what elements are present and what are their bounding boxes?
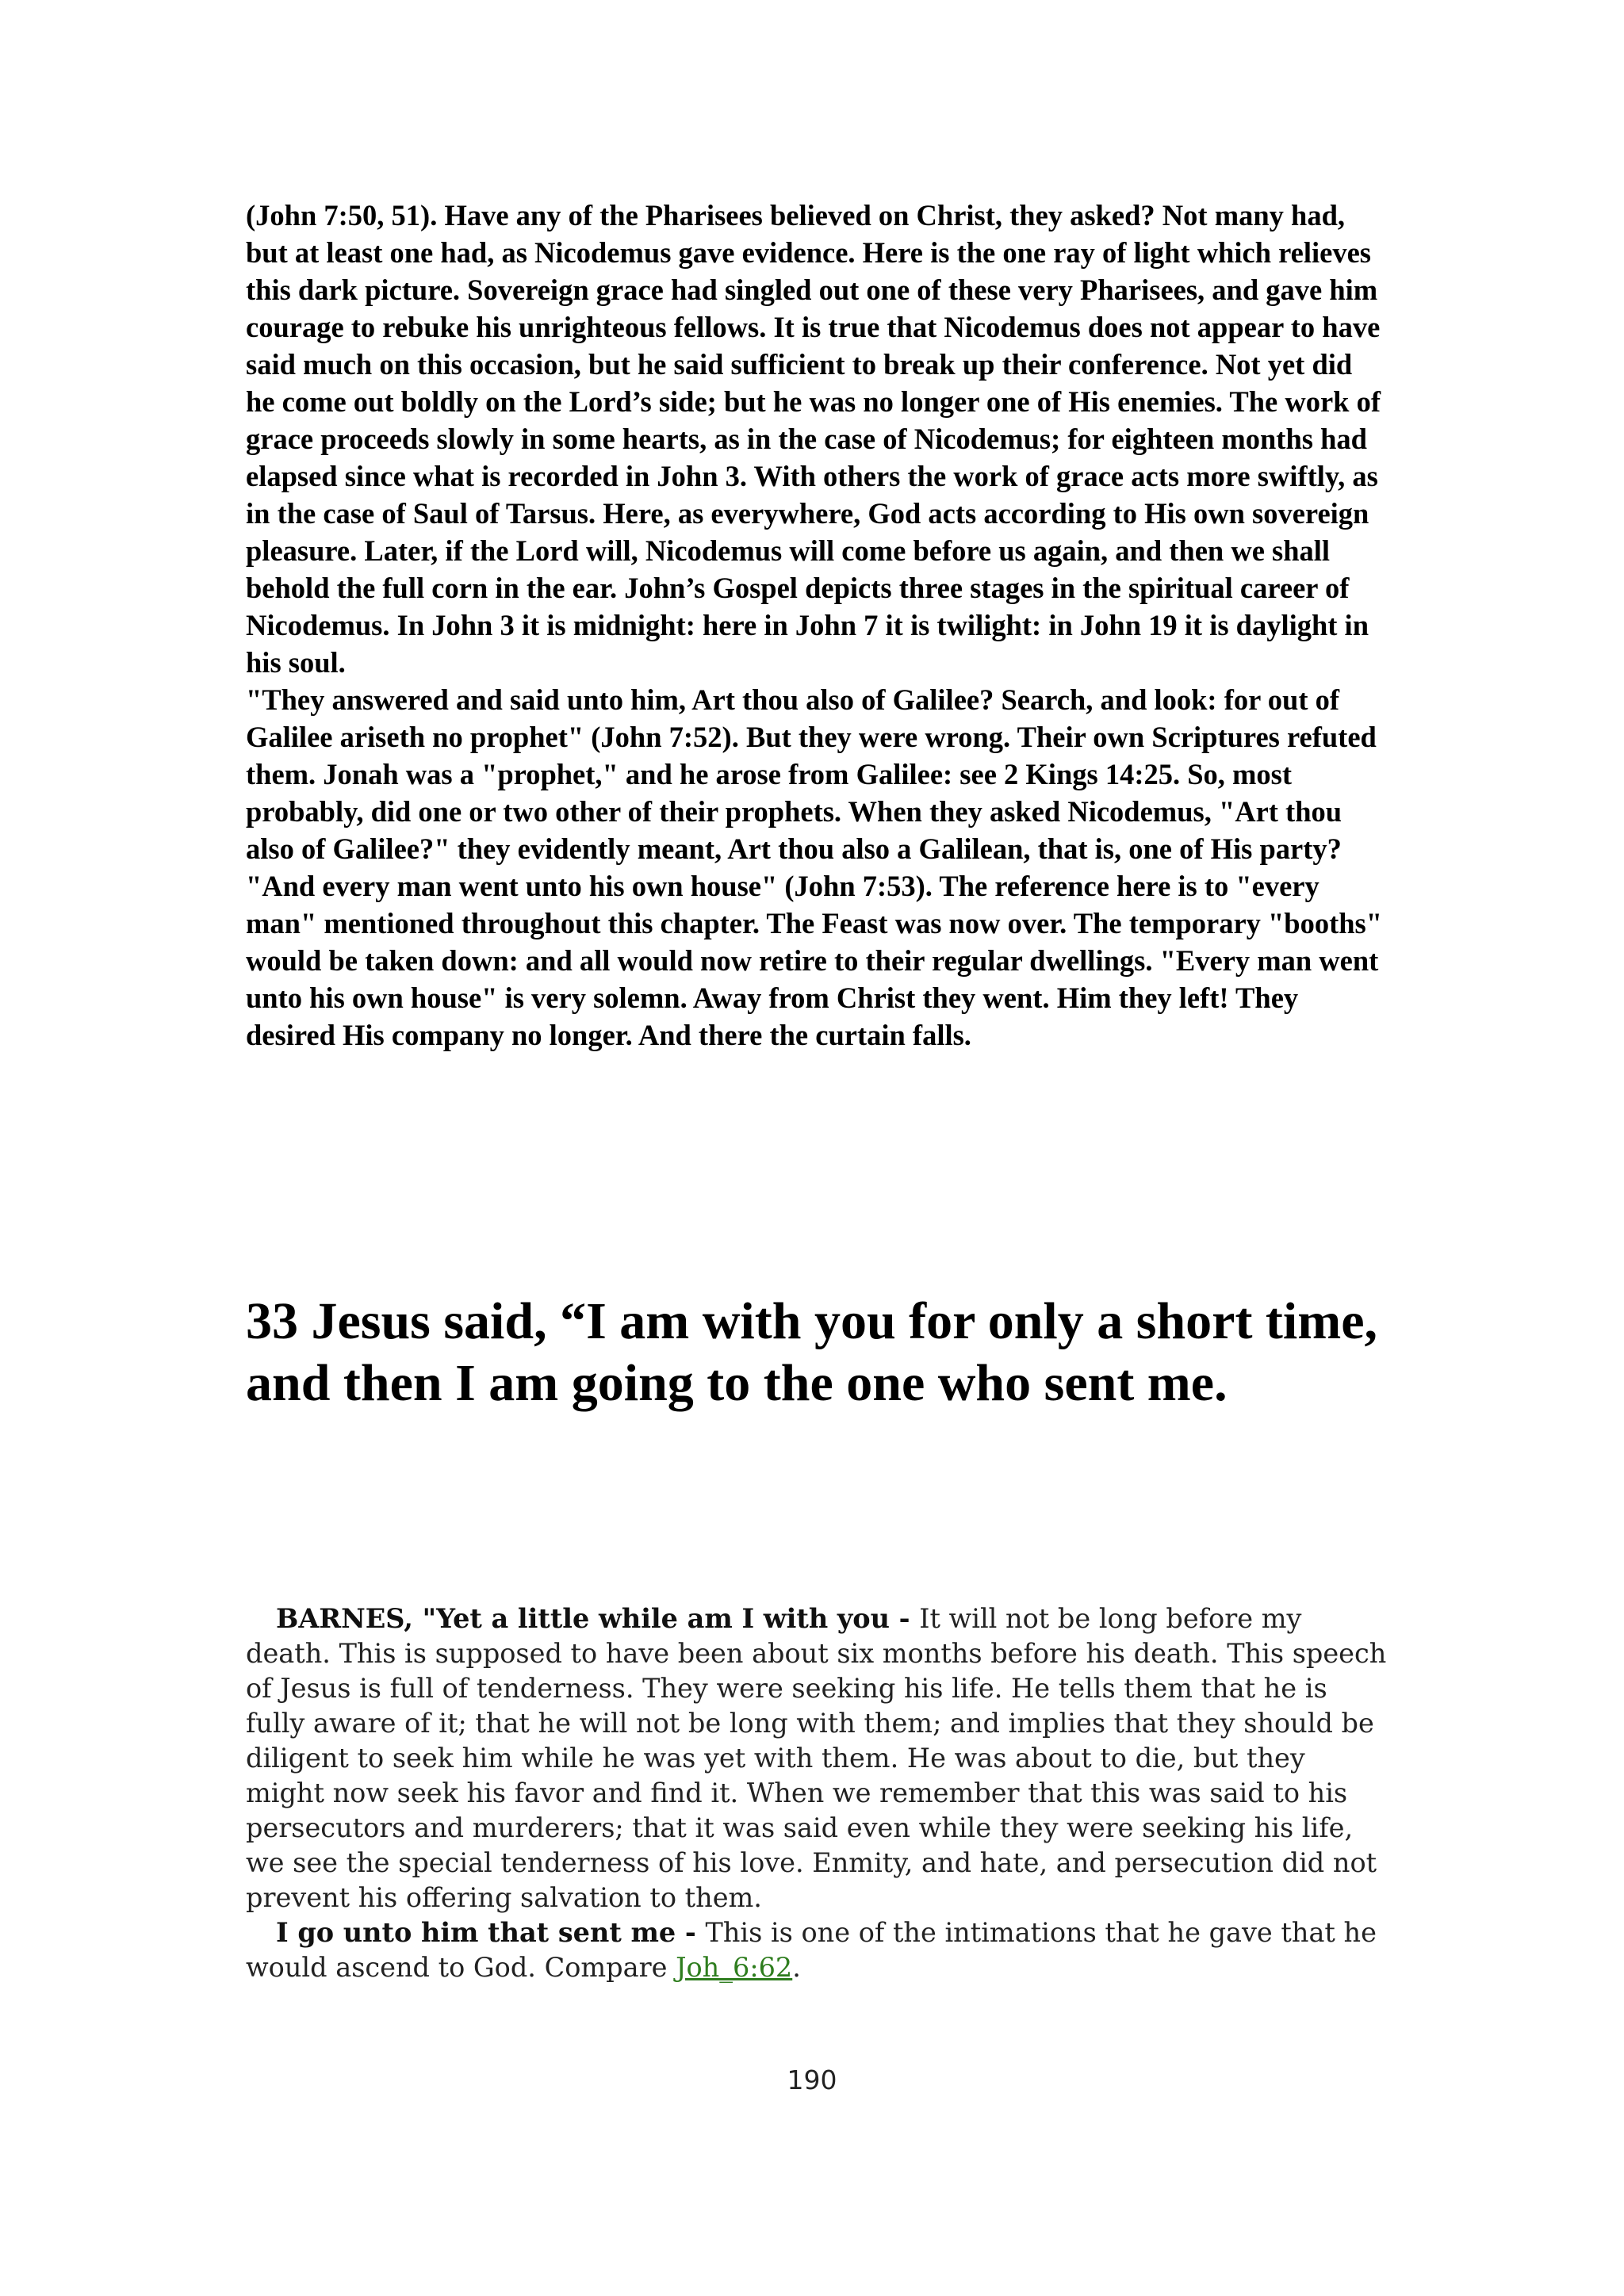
barnes-lead-2: I go unto him that sent me - xyxy=(276,1917,706,1948)
barnes-text-2-end: . xyxy=(792,1952,801,1983)
paragraph-every-man: "And every man went unto his own house" (John 7:53). The reference here is to "every man" mentioned throughout this chapter. The Feast was now over. The temporary "booths" would be taken down: and all would now retire to their regular dwellings. "Every man went unto his own house" is very solemn. Away from Christ they went. Him they left! They desired His company no longer. And there the curtain falls. xyxy=(246,870,1383,1051)
paragraph-galilee: "They answered and said unto him, Art thou also of Galilee? Search, and look: for out of Galilee ariseth no prophet" (John 7:52). But they were wrong. Their own Scriptures refuted them. Jonah was a "prophet," and he arose from Galilee: see 2 Kings 14:25. So, most probably, did one or two other of their prophets. When they asked Nicodemus, "Art thou also of Galilee?" they evidently meant, Art thou also a Galilean, that is, one of His party? xyxy=(246,683,1377,865)
barnes-paragraph-1 xyxy=(246,1601,1388,1915)
barnes-lead-1: BARNES, "Yet a little while am I with you - xyxy=(276,1603,920,1634)
barnes-paragraph-2 xyxy=(246,1915,1388,1985)
page-number: 190 xyxy=(787,2064,837,2095)
barnes-text-1: It will not be long before my death. This is supposed to have been about six months before his death. This speech of Jesus is full of tenderness. They were seeking his life. He tells them that he is fully aware of it; that he will not be long with them; and implies that they should be diligent to seek him while he was yet with them. He was about to die, but they might now seek his favor and find it. When we remember that this was said to his persecutors and murderers; that it was said even while they were seeking his life, we see the special tenderness of his love. Enmity, and hate, and persecution did not prevent his offering salvation to them. xyxy=(246,1603,1387,1913)
commentary-bold-block xyxy=(246,197,1388,1054)
scripture-link[interactable]: Joh_6:62 xyxy=(676,1952,793,1983)
barnes-text-2: This is one of the intimations that he gave that he would ascend to God. Compare xyxy=(246,1917,1377,1983)
barnes-commentary xyxy=(246,1601,1388,1985)
verse-heading: 33 Jesus said, “I am with you for only a short time, and then I am going to the one who sent me. xyxy=(246,1292,1378,1412)
paragraph-nicodemus: (John 7:50, 51). Have any of the Pharisees believed on Christ, they asked? Not many had, but at least one had, as Nicodemus gave evidence. Here is the one ray of light which relieves this dark picture. Sovereign grace had singled out one of these very Pharisees, and gave him courage to rebuke his unrighteous fellows. It is true that Nicodemus does not appear to have said much on this occasion, but he said sufficient to break up their conference. Not yet did he come out boldly on the Lord’s side; but he was no longer one of His enemies. The work of grace proceeds slowly in some hearts, as in the case of Nicodemus; for eighteen months had elapsed since what is recorded in John 3. With others the work of grace acts more swiftly, as in the case of Saul of Tarsus. Here, as everywhere, God acts according to His own sovereign pleasure. Later, if the Lord will, Nicodemus will come before us again, and then we shall behold the full corn in the ear. John’s Gospel depicts three stages in the spiritual career of Nicodemus. In John 3 it is midnight: here in John 7 it is twilight: in John 19 it is daylight in his soul. xyxy=(246,199,1381,679)
